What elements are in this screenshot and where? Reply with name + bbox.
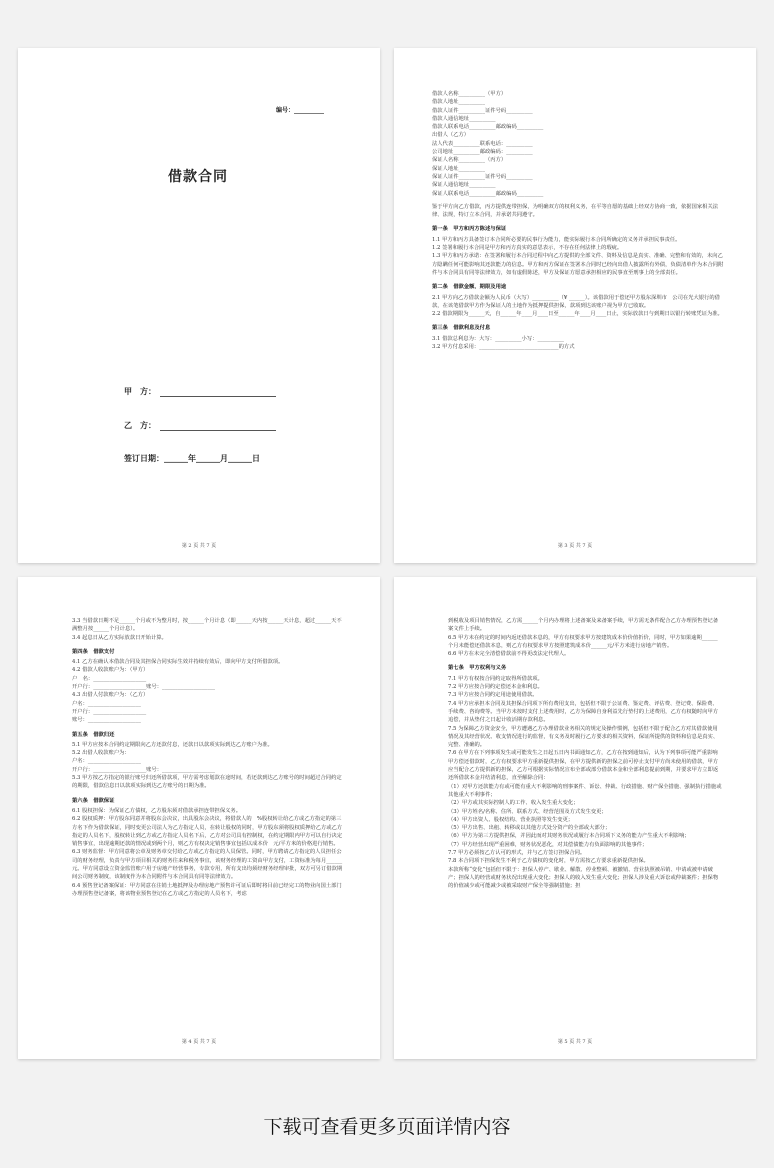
text-line: （4）甲方出资人、股权结构、营业执照等发生变更； <box>448 816 574 823</box>
text-line: 7.4 甲方应承担本合同及其担保合同项下所有费用支出，包括但不限于公证费、鉴定费、评估费、登记费、保险费、手续费、咨询费等。当甲方未按时支付上述费用时，乙方为保障自身利益先行垫付的上述费用，乙方有权随时向甲方追偿，并从垫付之日起计收活期存款利息。 <box>448 700 719 724</box>
text-line: 6.3 财务监督：甲方同意将公章及财务章交付给乙方或乙方指定的人员保管。同时，甲方聘请乙方指定的人员担任公司的财务经理，负责与甲方项目相关的财务往来和税务事宜，该财务经理的工资由甲方支付，工资标准为每月______元。甲方同意设立资金监管账户用于房地产经营事务，专款专用，所有支出均须经财务经理审批，双方可另订借款期间公司财务制度，该制度作为本合同附件与本合同具有同等法律效力。 <box>72 849 343 881</box>
page-number: 第 4 页 共 7 页 <box>181 1039 217 1045</box>
text-line: 公司地址__________邮政编码：__________ <box>432 149 533 156</box>
text-line: 6.2 股权质押：甲方股东同意并将股东会决议，出具股东会决议，将借款人的 %股权转让给乙方或乙方指定的第三方名下作为借款保证，同时变更公司法人为乙方指定人员，在转让股权的同时，甲方股东须将股权质押给乙方或乙方指定的人员名下，股权转让到乙方或乙方指定人员名下后，乙方对公司具有控制权，在约定期限内甲方可以自行决定销售事宜，出现逾期还款的情况或到两个月，则乙方有权决定销售事宜包括以成本价 元/平方米的价格进行销售。 <box>72 816 343 848</box>
article-5-body <box>72 741 346 791</box>
sign-date-label: 签订日期：______年______月______日 <box>124 454 260 463</box>
text-line: 到税收及项目销售情况，乙方需______个月内办理将上述备案及来备案手续，甲方需无条件配合乙方办理预售登记备案文件上手续。 <box>448 618 719 633</box>
page-content <box>432 90 728 351</box>
text-line: 7.7 甲方必须按乙方认可的形式，并与乙方签订担保合同。 <box>448 850 586 857</box>
text-line: 3.4 起息日从乙方实际放款日开始计算。 <box>72 634 167 641</box>
text-line: 7.5 为保障乙方资金安全，甲方遭遇乙方办理借款业务相关的规定及操作惯例，包括但不限于配合乙方对其借款使用情况及其经营状况、收支情况进行的监督，有义务及时履行乙方要求的相关资料，保证所提供的资料和信息是真实、完整、准确的。 <box>448 725 719 749</box>
article-4-body <box>72 658 346 724</box>
text-line: 账号：____________________ <box>72 717 141 724</box>
text-line: 借款人通信地址__________ <box>432 115 496 122</box>
contract-page-4 <box>18 577 380 1059</box>
text-line: 3.2 甲方付息采用：______________________________的方式 <box>432 344 575 351</box>
text-line: 保证人地址__________ <box>432 165 485 172</box>
text-line: （6）甲方为第三方提供担保，并因此而对其财务状况或履行本合同项下义务的能力产生重大不利影响； <box>448 833 690 840</box>
text-line: 7.8 本合同项下担保发生不利于乙方债权的变化时，甲方需按乙方要求重新提供担保。 <box>448 858 649 865</box>
text-line: 5.2 出借人收款账户为： <box>72 750 130 757</box>
text-line: 户名：____________________ <box>72 758 141 765</box>
text-line: 6.5 甲方未在约定的时间内返还借款本息的，甲方有权要求甲方按建筑成本价价值折价，同时，甲方如果逾期______个月未能偿还借款本息，则乙方有权要求甲方按照建筑成本价______元/平方米进行房地产销售。 <box>448 634 718 649</box>
sign-date-row <box>124 453 260 464</box>
article-2-title: 第二条 借款金额、期限及用途 <box>432 284 507 291</box>
text-line: 1.2 签署和履行本合同是甲方和丙方真实的意思表示，不存在任何法律上的瑕疵。 <box>432 245 623 252</box>
article-2-body <box>432 294 728 319</box>
text-line: 7.3 甲方应按合同约定用途使用借款。 <box>448 692 538 699</box>
intro-paragraph: 鉴于甲方向乙方借款，丙方提供连带担保，为明确双方的权利义务，在平等自愿的基础上经双方协商一致，依据国家相关法律、法规，特订立本合同，并承诺共同遵守。 <box>432 203 719 219</box>
text-line: 出借人（乙方） <box>432 132 470 139</box>
text-line: 开户行：____________________账号：____________________ <box>72 766 216 773</box>
party-a-line <box>160 388 276 397</box>
page-content <box>72 617 346 898</box>
text-line: 法人代表__________联系电话：__________ <box>432 140 533 147</box>
contract-title: 借款合同 <box>168 169 228 185</box>
text-line: （7）甲方经营出现严重困难，财务状况恶化，对其偿债能力有负面影响的其他事件； <box>448 841 648 848</box>
text-line: 6.6 甲方在未完全清偿借款前不得更改法定代理人。 <box>448 651 570 658</box>
party-info-list <box>432 90 728 198</box>
text-line: 1.3 甲方和丙方承诺：在签署和履行本合同过程中向乙方提供的全部文件、资料及信息是真实、准确、完整和有效的，未向乙方隐瞒任何可能影响其还款能力的信息。甲方和丙方保证在签署本合同时已经向出借人披露所有外债，负债清单作为本合同附件与本合同具有同等法律效力，如有虚假陈述，甲方及保证方愿意承担相应的民事直至刑事上的全部责任。 <box>432 253 724 276</box>
text-line: 户名：____________________ <box>72 700 141 707</box>
text-line: 借款人名称__________（甲方） <box>432 91 507 97</box>
text-line: 4.2 借款人收款账户为：（甲方） <box>72 667 149 674</box>
text-line: 4.1 乙方在确认本借款合同及其担保合同实际生效并持续有效后，即向甲方支付所借款项。 <box>72 659 284 666</box>
text-line: 1.1 甲方和丙方具备签订本合同所必要的民事行为能力，能实际履行本合同所确定的义务并承担民事责任。 <box>432 236 681 243</box>
text-line: 2.2 借款期限为______天，自______年____月____日至______年____月____日止，实际放款日与到期日以银行转账凭证为准。 <box>432 311 723 318</box>
party-a-row <box>124 386 276 397</box>
article-5-title: 第五条 借款归还 <box>72 731 115 738</box>
article-1-title: 第一条 甲方和丙方陈述与保证 <box>432 226 507 233</box>
article-3-continued <box>72 617 346 642</box>
article-7-title: 第七条 甲方权利与义务 <box>448 665 507 672</box>
party-b-line <box>160 422 276 431</box>
party-b-row <box>124 420 276 431</box>
text-line: 本款所称“变化”包括但不限于：担保人停产、歇业、解散、停业整顿、被撤销、营业执照被吊销、申请或被申请破产；担保人的经营或财务状况出现重大变化；担保人的收入发生重大变化；担保人涉及重大诉讼或仲裁案件；担保物的价值减少或可能减少或被采取财产保全等强制措施；担 <box>448 866 719 890</box>
text-line: 4.3 出借人付款账户为：（乙方） <box>72 692 149 699</box>
text-line: 开户行：____________________ <box>72 708 147 715</box>
contract-page-5 <box>394 577 756 1059</box>
article-4-title: 第四条 借款支付 <box>72 648 115 655</box>
text-line: 7.6 在甲方在下列事项发生或可能发生之日起五日内书面通知乙方，乙方在按到通知后，认为下列事项可能严重影响甲方偿还借款时，乙方有权要求甲方重新提供担保，在甲方提供新的担保之前可停止支付甲方尚未使用的借款，甲方应当配合乙方提供新的担保，乙方可根据实际情况宣布全部或部分借款本金和全部利息提前到期，并要求甲方立即返还所借款本金并结清利息，直至解除合同： <box>448 750 719 782</box>
contract-page-3 <box>394 48 756 563</box>
page-number: 第 2 页 共 7 页 <box>181 543 217 549</box>
article-7-body <box>448 675 722 891</box>
article-3-title: 第三条 借款利息及付息 <box>432 325 491 332</box>
text-line: 借款人证件__________证件号码__________ <box>432 107 533 114</box>
text-line: 保证人证件__________证件号码__________ <box>432 173 533 180</box>
text-line: （5）甲方出售、出租、转移或以其他方式处分资产的全部或大部分； <box>448 825 611 832</box>
article-6-continued <box>448 617 722 658</box>
page-content <box>448 617 722 891</box>
text-line: 2.1 甲方向乙方借款金额为人民币（大写）__________（¥ ______）。该借款用于偿还甲方股东深圳市 公司在光大银行的借款，在该笔借款甲方作为保证人的土地作为抵押提供担保，款项到达该账户视为甲方已收取。 <box>432 294 720 309</box>
article-3-body <box>432 335 728 352</box>
article-6-title: 第六条 借款保证 <box>72 797 115 804</box>
text-line: 5.1 甲方应按本合同约定期限向乙方还款付息，还款日以款项实际到达乙方账户为准。 <box>72 741 273 748</box>
text-line: 7.1 甲方有权按合同约定取得所借款项。 <box>448 675 543 682</box>
text-line: 开户行：____________________账号：____________________ <box>72 684 216 691</box>
text-line: 户 名：____________________ <box>72 675 147 682</box>
text-line: 6.1 股权担保：为保证乙方债权，乙方股东须对借款承担连带担保义务。 <box>72 807 242 814</box>
contract-number-label: 编号：__________ <box>275 107 324 114</box>
text-line: 借款人联系电话__________邮政编码__________ <box>432 124 544 131</box>
article-1-body <box>432 236 728 277</box>
party-b-label: 乙 方： <box>124 421 156 430</box>
download-caption: 下载可查看更多页面详情内容 <box>263 1116 511 1138</box>
text-line: 保证人名称__________（丙方） <box>432 157 507 164</box>
party-a-label: 甲 方： <box>124 387 156 396</box>
text-line: 保证人通信地址__________ <box>432 182 496 189</box>
text-line: 3.1 借款总利息为：大写：__________小写：__________ <box>432 335 564 342</box>
text-line: 6.4 预售登记备案保证：甲方同意在注销土地抵押及办理房地产预售许可证后即时将目前已经完工的物业向国土部门办理预售登记备案，将该物业预售登记在乙方或乙方指定的人员名下，考虑 <box>72 882 342 897</box>
text-line: 3.3 当借款日期不足______个月或不为整月时，按______个月计息（即______天内按______天计息，超过______天不满整月按______个月计息）。 <box>72 618 342 633</box>
text-line: 保证人联系电话__________邮政编码__________ <box>432 190 544 197</box>
text-line: （1）对甲方还款能力有或可能有重大不利影响的刑事案件、诉讼、仲裁、行政措施、财产保全措施、强制执行措施或其他重大不利事件； <box>448 783 722 798</box>
page-number: 第 3 页 共 7 页 <box>557 543 593 549</box>
page-number: 第 5 页 共 7 页 <box>557 1039 593 1045</box>
article-6-body <box>72 807 346 898</box>
text-line: （2）甲方或其实际控制人的工作、收入发生重大变化； <box>448 800 579 807</box>
text-line: （3）甲方姓名/名称、住所、联系方式、经营范围及方式发生变更； <box>448 808 607 815</box>
contract-cover-page <box>18 48 380 563</box>
text-line: 7.2 甲方应按合同约定偿还本金和利息。 <box>448 684 543 691</box>
text-line: 借款人地址__________ <box>432 99 485 106</box>
text-line: 5.3 甲方按乙方指定的银行账号归还所借款项，甲方需考虑划款在途时间，若还款到达乙方账号的时间超过合同约定的期限，借款信息日以款项实际到达乙方账号的日期为准。 <box>72 775 342 790</box>
